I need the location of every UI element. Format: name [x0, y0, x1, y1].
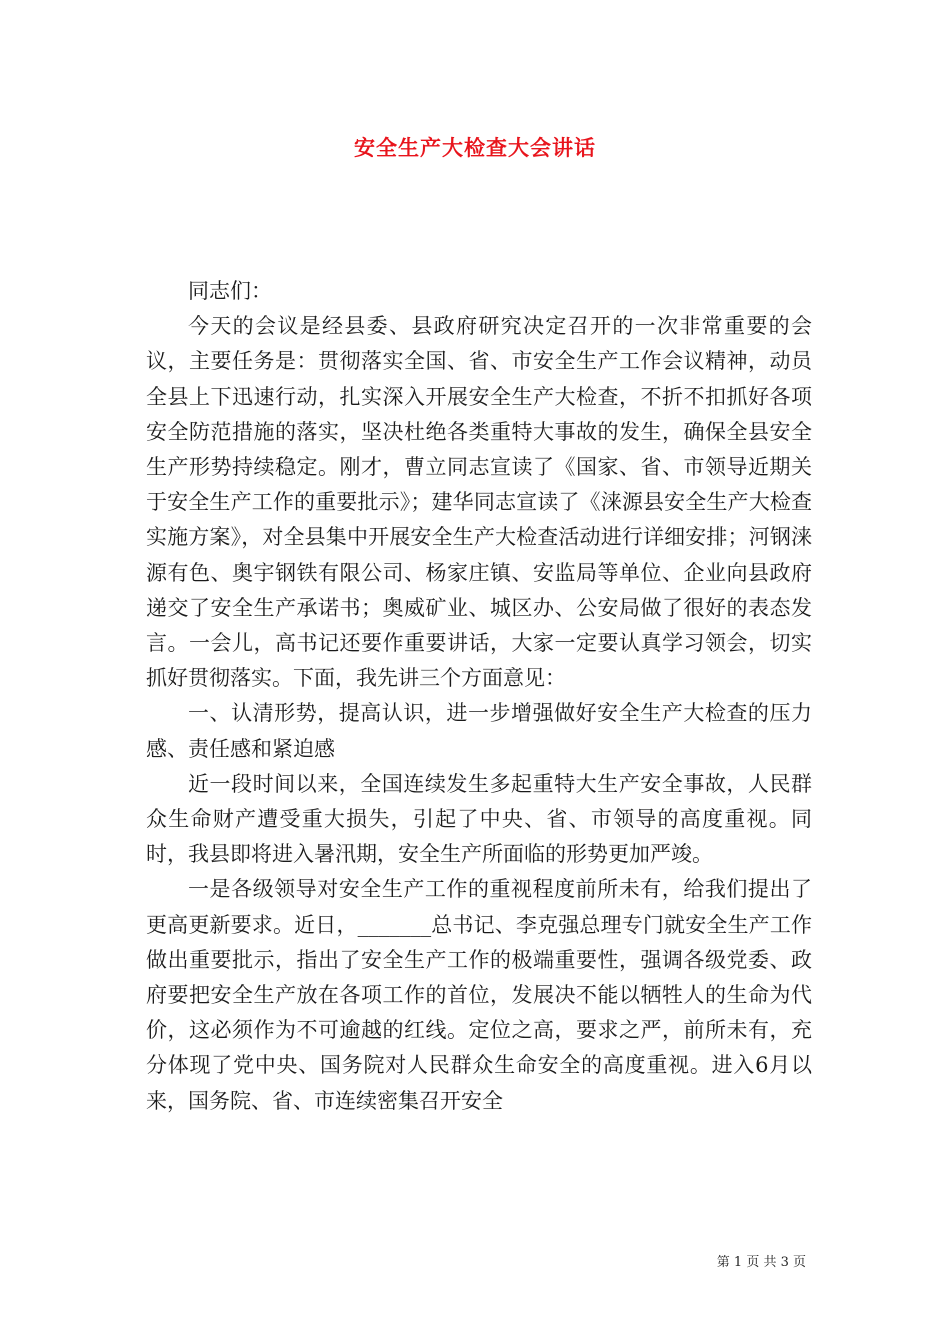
document-body	[146, 274, 812, 1119]
document-title: 安全生产大检查大会讲话	[354, 135, 596, 160]
salutation: 同志们：	[188, 279, 272, 303]
section-heading-1: 一、认清形势，提高认识，进一步增强做好安全生产大检查的压力感、责任感和紧迫感	[146, 701, 812, 761]
page-number: 第 1 页 共 3 页	[716, 1255, 806, 1270]
paragraph-point-1: 一是各级领导对安全生产工作的重视程度前所未有，给我们提出了更高更新要求。近日，_______总书记、李克强总理专门就安全生产工作做出重要批示，指出了安全生产工作的极端重要性，强调各级党委、政府要把安全生产放在各项工作的首位，发展决不能以牺牲人的生命为代价，这必须作为不可逾越的红线。定位之高，要求之严，前所未有，充分体现了党中央、国务院对人民群众生命安全的高度重视。进入6月以来，国务院、省、市连续密集召开安全	[146, 877, 812, 1113]
paragraph-intro: 今天的会议是经县委、县政府研究决定召开的一次非常重要的会议，主要任务是：贯彻落实全国、省、市安全生产工作会议精神，动员全县上下迅速行动，扎实深入开展安全生产大检查，不折不扣抓好各项安全防范措施的落实，坚决杜绝各类重特大事故的发生，确保全县安全生产形势持续稳定。刚才，曹立同志宣读了《国家、省、市领导近期关于安全生产工作的重要批示》；建华同志宣读了《涞源县安全生产大检查实施方案》，对全县集中开展安全生产大检查活动进行详细安排；河钢涞源有色、奥宇钢铁有限公司、杨家庄镇、安监局等单位、企业向县政府递交了安全生产承诺书；奥威矿业、城区办、公安局做了很好的表态发言。一会儿，高书记还要作重要讲话，大家一定要认真学习领会，切实抓好贯彻落实。下面，我先讲三个方面意见：	[146, 314, 812, 691]
paragraph-situation: 近一段时间以来，全国连续发生多起重特大生产安全事故，人民群众生命财产遭受重大损失，引起了中央、省、市领导的高度重视。同时，我县即将进入暑汛期，安全生产所面临的形势更加严竣。	[146, 771, 812, 867]
